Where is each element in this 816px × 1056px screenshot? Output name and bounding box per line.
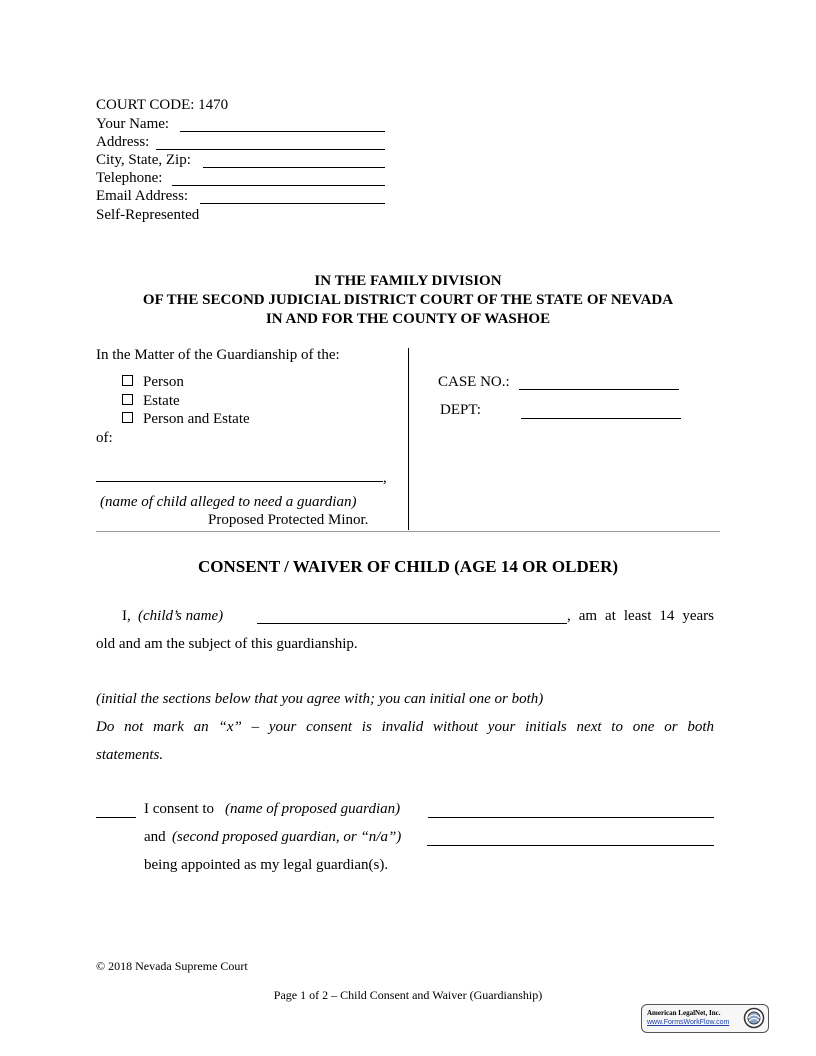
badge-company: American LegalNet, Inc. <box>647 1009 721 1017</box>
page-footer: Page 1 of 2 – Child Consent and Waiver (Guardianship) <box>273 988 543 1002</box>
address-label: Address: <box>96 134 150 150</box>
of-label: of: <box>96 430 113 446</box>
child-name-note: (name of child alleged to need a guardian) <box>100 494 357 510</box>
and-label: and <box>144 829 166 845</box>
child-name-field[interactable] <box>96 481 383 482</box>
your-name-row <box>96 115 169 133</box>
childs-name-field[interactable] <box>257 623 567 624</box>
second-guardian-label: (second proposed guardian, or “n/a”) <box>172 829 402 845</box>
address-row <box>96 133 149 151</box>
court-code: COURT CODE: 1470 <box>96 97 229 113</box>
your-name-label: Your Name: <box>96 116 170 132</box>
address-field[interactable] <box>156 133 385 150</box>
dept-field[interactable] <box>521 418 681 419</box>
city-state-zip-field[interactable] <box>203 151 385 168</box>
dept-label: DEPT: <box>440 402 481 418</box>
initial-note: (initial the sections below that you agree with; you can initial one or both) <box>96 691 544 707</box>
warning-line1: Do not mark an “x” – your consent is invalid without your initials next to one or both <box>96 719 714 735</box>
court-title-line3: IN AND FOR THE COUNTY OF WASHOE <box>265 311 551 327</box>
document-title: CONSENT / WAIVER OF CHILD (AGE 14 OR OLDER) <box>197 557 619 576</box>
caption-bottom-rule <box>96 531 720 532</box>
subject-line: old and am the subject of this guardianship. <box>96 636 358 652</box>
court-title-line2: OF THE SECOND JUDICIAL DISTRICT COURT OF THE STATE OF NEVADA <box>142 292 674 308</box>
court-title-line1: IN THE FAMILY DIVISION <box>314 273 502 289</box>
telephone-label: Telephone: <box>96 170 163 186</box>
warning-line2: statements. <box>96 747 164 763</box>
email-label: Email Address: <box>96 188 189 204</box>
checkbox[interactable] <box>122 412 133 423</box>
comma: , <box>383 470 387 486</box>
matter-label: In the Matter of the Guardianship of the: <box>96 347 340 363</box>
second-guardian-field[interactable] <box>427 845 714 846</box>
option-label: Estate <box>143 393 180 409</box>
proposed-guardian-field[interactable] <box>428 817 714 818</box>
badge-url[interactable]: www.FormsWorkFlow.com <box>647 1019 730 1026</box>
case-no-field[interactable] <box>519 389 679 390</box>
consent-to-label: I consent to <box>144 801 214 817</box>
checkbox[interactable] <box>122 394 133 405</box>
at-least-text: , am at least 14 years <box>567 608 714 624</box>
childs-name-label: (child’s name) <box>138 608 224 624</box>
city-state-zip-label: City, State, Zip: <box>96 152 191 168</box>
self-represented: Self-Represented <box>96 207 200 223</box>
city-state-zip-row <box>96 151 191 169</box>
proposed-minor-label: Proposed Protected Minor. <box>208 512 369 528</box>
option-person[interactable] <box>122 374 184 391</box>
email-row <box>96 187 188 205</box>
option-label: Person and Estate <box>143 411 250 427</box>
telephone-field[interactable] <box>172 169 385 186</box>
caption-divider <box>408 348 409 530</box>
copyright: © 2018 Nevada Supreme Court <box>96 959 248 973</box>
checkbox[interactable] <box>122 375 133 386</box>
initials-field[interactable] <box>96 817 136 818</box>
option-person-and-estate[interactable] <box>122 411 250 428</box>
email-field[interactable] <box>200 187 385 204</box>
i-label: I, <box>122 608 131 624</box>
globe-icon <box>743 1007 765 1029</box>
proposed-guardian-label: (name of proposed guardian) <box>225 801 401 817</box>
your-name-field[interactable] <box>180 115 385 132</box>
telephone-row <box>96 169 162 187</box>
option-estate[interactable] <box>122 393 180 410</box>
option-label: Person <box>143 374 184 390</box>
appointed-line: being appointed as my legal guardian(s). <box>144 857 389 873</box>
american-legalnet-badge[interactable] <box>641 1004 769 1033</box>
case-no-label: CASE NO.: <box>438 374 510 390</box>
